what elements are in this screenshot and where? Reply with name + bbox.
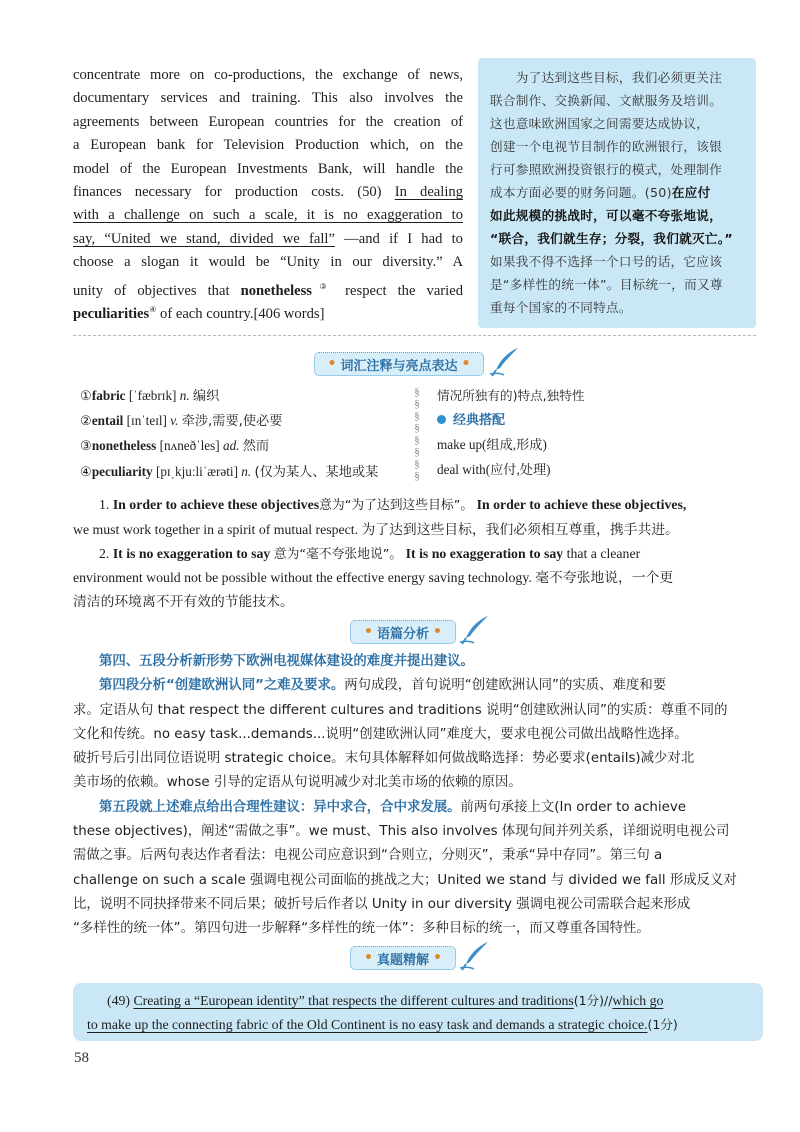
translation-line: 这也意味欧洲国家之间需要达成协议，: [490, 116, 710, 131]
vocab-section-title: [314, 352, 484, 376]
analysis-line: challenge on such a scale 强调电视公司面临的挑战之大；United we stand 与 divided we fall 形成反义对: [73, 872, 737, 888]
footnote-marker: ③: [311, 281, 335, 291]
answer-line: [87, 989, 749, 1013]
translation-line: 行可参照欧洲投资银行的模式，处理制作: [490, 162, 723, 177]
translation-line: [490, 204, 746, 227]
passage-line: [73, 275, 463, 298]
answer-segment: to make up the connecting fabric of the Old Continent is no easy task and demands a strategic choice.: [87, 1016, 648, 1032]
analysis-section-title: [350, 620, 456, 644]
entry-pos: n.: [179, 388, 190, 403]
answer-section-title: [350, 946, 456, 970]
translation-text-segment: 成本方面必要的财务问题。(50): [490, 185, 672, 200]
example-line: 清洁的环境离不开有效的节能技术。: [73, 594, 294, 610]
entry-meaning: 然而: [242, 439, 270, 455]
title-dot: •: [327, 356, 337, 372]
example-sentences: [73, 493, 763, 614]
translation-line: 重每个国家的不同特点。: [490, 300, 632, 315]
analysis-line: 比，说明不同抉择带来不同后果；破折号后作者以 Unity in our diversity 强调电视公司需联合起来形成: [73, 896, 691, 912]
answer-section-title-text: 真题精解: [376, 952, 429, 968]
vocab-entry: [80, 384, 410, 409]
analysis-line: [73, 674, 763, 698]
analysis-line: 美市场的依赖。whose 引导的定语从句说明减少对北美市场的依赖的原因。: [73, 775, 522, 791]
example-line: environment would not be possible without the effective energy saving technology. 毫不夸张地说，一个更: [73, 570, 674, 586]
vocab-entry: [80, 460, 410, 485]
entry-word: peculiarity: [91, 463, 153, 479]
analysis-line: “多样性的统一体”。第四句进一步解释“多样性的统一体”：多种目标的统一，而又尊重各国特性。: [73, 921, 650, 937]
translation-bold-segment: 如此规模的挑战时，可以毫不夸张地说，: [490, 208, 723, 223]
analysis-text: 两句成段，首句说明“创建欧洲认同”的实质、难度和要: [344, 678, 667, 694]
title-dot: •: [364, 624, 373, 640]
answer-segment: which go: [612, 993, 664, 1008]
vocab-section-title-text: 词汇注释与亮点表达: [340, 358, 458, 374]
question-number: (49): [107, 993, 130, 1008]
underlined-sentence-50: with a challenge on such a scale, it is no exaggeration to: [73, 207, 463, 224]
entry-phonetic: [pɪˌkjuːliˈærəti]: [155, 463, 238, 479]
example-number: 1.: [99, 497, 110, 512]
analysis-line: 破折号后引出同位语说明 strategic choice。末句具体解释如何做战略选择：势必要求(entails)减少对北: [73, 751, 695, 767]
analysis-line: 需做之事。后两句表达作者看法：电视公司应意识到“合则立，分则灭”，秉承“异中存同”。第三句 a: [73, 848, 663, 864]
analysis-line: [73, 796, 763, 820]
title-dot: •: [364, 950, 373, 966]
quill-icon: [488, 346, 522, 378]
translation-line: [490, 181, 746, 204]
example-meaning: 意为“毫不夸张地说”。: [273, 546, 403, 562]
passage-line: [73, 181, 463, 204]
analysis-line: 求。定语从句 that respect the different cultures and traditions 说明“创建欧洲认同”的实质：尊重不同的: [73, 702, 728, 718]
passage-line: choose a slogan it would be “Unity in our diversity.” A: [73, 254, 463, 271]
quill-icon: [458, 940, 492, 972]
example-number: 2.: [99, 545, 110, 561]
passage-line: model of the European Investments Bank, will handle the: [73, 160, 463, 177]
quill-icon: [458, 614, 492, 646]
answer-line: [87, 1013, 749, 1037]
passage-line: [73, 298, 463, 321]
analysis-highlight: 第五段就上述难点给出合理性建议：异中求合，合中求发展。: [99, 799, 461, 815]
answer-box: [73, 983, 763, 1041]
entry-word: nonetheless: [91, 438, 157, 454]
vocab-entry: [80, 409, 410, 434]
entry-pos: ad.: [222, 438, 240, 454]
entry-phonetic: [ˈfæbrɪk]: [128, 388, 177, 403]
vocab-right-column: [437, 384, 757, 482]
translation-line: 为了达到这些目标，我们必须更关注: [490, 70, 723, 85]
entry-number: ④: [80, 463, 92, 479]
collocation-header: [437, 408, 757, 433]
vocab-word-peculiarities: peculiarities: [73, 305, 150, 322]
example-line: [73, 493, 763, 518]
analysis-highlight: 第四段分析“创建欧洲认同”之难及要求。: [99, 678, 345, 694]
entry-phonetic: [ɪnˈteɪl]: [126, 413, 167, 429]
title-dot: •: [433, 624, 442, 640]
footnote-marker: ④: [149, 304, 157, 314]
passage-text-segment: unity of objectives that: [73, 282, 230, 298]
translation-line: 联合制作、交换新闻、文献服务及培训。: [490, 93, 723, 108]
example-phrase: In order to achieve these objectives,: [476, 497, 687, 512]
analysis-line: these objectives)，阐述“需做之事”。we must、This also involves 体现句间并列关系，详细说明电视公司: [73, 824, 730, 840]
title-dot: •: [461, 356, 471, 372]
vocab-list: [80, 384, 410, 485]
score-marker: (1分): [647, 1016, 678, 1032]
vocab-entry: [80, 434, 410, 459]
analysis-text: 前两句承接上文(In order to achieve: [460, 799, 687, 815]
translation-bold-segment: 在应付: [671, 185, 711, 200]
section-divider: [73, 335, 756, 336]
example-line: we must work together in a spirit of mutual respect. 为了达到这些目标，我们必须相互尊重，携手共进。: [73, 521, 679, 537]
analysis-heading: 第四、五段分析新形势下欧洲电视媒体建设的难度并提出建议。: [99, 654, 474, 669]
translation-line: 创建一个电视节目制作的欧洲银行，该银: [490, 139, 723, 154]
example-text: that a cleaner: [566, 545, 641, 561]
passage-text-segment: of each country.[406 words]: [160, 305, 325, 322]
example-phrase: It is no exaggeration to say: [405, 545, 564, 561]
translation-box: [478, 58, 756, 328]
passage-text-segment: finances necessary for production costs. (50): [73, 183, 382, 200]
entry-number: ②: [80, 413, 92, 429]
underlined-sentence-50: In dealing: [394, 183, 463, 200]
underlined-sentence-50: say, “United we stand, divided we fall”: [73, 230, 335, 247]
entry-word: entail: [91, 413, 124, 429]
entry-meaning: 编织: [192, 389, 220, 404]
entry-pos: v.: [170, 413, 179, 429]
entry-number: ③: [80, 438, 92, 454]
translation-bold-segment: “联合，我们就生存；分裂，我们就灭亡。”: [490, 231, 733, 246]
example-meaning: 意为“为了达到这些目标”。: [319, 498, 474, 513]
passage-line: documentary services and training. This also involves the: [73, 90, 463, 107]
entry-meaning: (仅为某人、某地或某: [254, 464, 379, 480]
entry-phonetic: [nʌneðˈles]: [159, 438, 220, 454]
bullet-icon: [437, 415, 446, 424]
passage-line: [73, 204, 463, 227]
title-dot: •: [433, 950, 442, 966]
entry-pos: n.: [241, 463, 252, 479]
answer-segment: Creating a “European identity” that respects the different cultures and traditions: [133, 993, 574, 1008]
translation-line: 是“多样性的统一体”。目标统一，而又尊: [490, 277, 723, 292]
entry-number: ①: [80, 388, 92, 403]
analysis-section-title-text: 语篇分析: [376, 626, 429, 642]
entry-meaning: 牵涉,需要,使必要: [181, 414, 283, 430]
column-separator: § § § § § § § §: [414, 386, 420, 482]
example-line: [73, 542, 763, 567]
passage-line: [73, 228, 463, 251]
analysis-body: [73, 650, 763, 942]
analysis-line: 文化和传统。no easy task...demands...说明“创建欧洲认同”难度大，要求电视公司做出战略性选择。: [73, 726, 688, 742]
collocation-item: make up(组成,形成): [437, 437, 547, 453]
collocation-title: 经典搭配: [453, 413, 506, 429]
passage-text-segment: respect the varied: [345, 282, 463, 298]
passage-text: [73, 64, 463, 321]
translation-line: 如果我不得不选择一个口号的话，它应该: [490, 254, 723, 269]
vocab-word-nonetheless: nonetheless: [240, 282, 312, 298]
example-phrase: In order to achieve these objectives: [112, 497, 320, 512]
example-phrase: It is no exaggeration to say: [112, 545, 271, 561]
collocation-item: deal with(应付,处理): [437, 461, 551, 477]
page-number: 58: [74, 1050, 89, 1066]
passage-text-segment: —and if I had to: [344, 230, 463, 247]
passage-line: a European bank for Television Production which, on the: [73, 137, 463, 154]
score-marker: (1分)//: [573, 993, 613, 1008]
entry-meaning-continued: 情况所独有的)特点,独特性: [437, 388, 585, 403]
translation-line: [490, 227, 746, 250]
passage-line: agreements between European countries for the creation of: [73, 113, 463, 130]
passage-line: concentrate more on co-productions, the exchange of news,: [73, 67, 463, 83]
entry-word: fabric: [91, 388, 126, 403]
